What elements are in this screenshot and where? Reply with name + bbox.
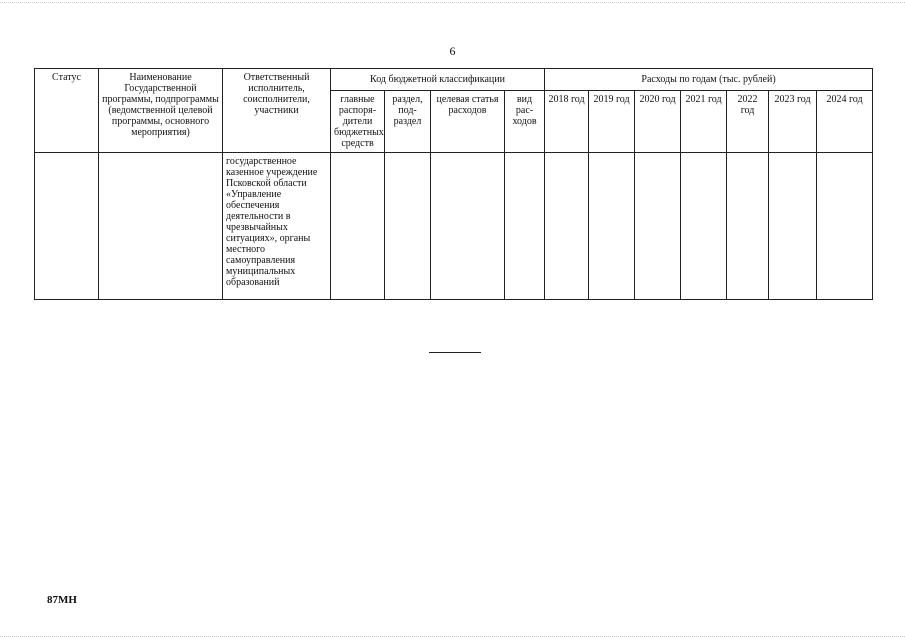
header-section: раздел, под-раздел (385, 91, 431, 153)
cell-year-2023 (769, 153, 817, 300)
footer-document-code: 87МН (47, 594, 77, 606)
cell-program-name (99, 153, 223, 300)
header-target-item: целевая статья расходов (431, 91, 505, 153)
cell-target-item (431, 153, 505, 300)
header-expense-type: вид рас-ходов (505, 91, 545, 153)
header-program-name: Наименование Государственной программы, подпрограммы (ведомственной целевой программы, основного мероприятия) (99, 69, 223, 153)
cell-responsible: государственное казенное учреждение Псковской области «Управление обеспечения деятельности в чрезвычайных ситуациях», органы местного самоуправления муниципальных образований (223, 153, 331, 300)
cell-year-2022 (727, 153, 769, 300)
table-row (35, 153, 873, 300)
cell-expense-type (505, 153, 545, 300)
header-year-2020: 2020 год (635, 91, 681, 153)
scan-edge-top (0, 2, 905, 3)
cell-year-2024 (817, 153, 873, 300)
header-year-2021: 2021 год (681, 91, 727, 153)
cell-year-2019 (589, 153, 635, 300)
header-year-2019: 2019 год (589, 91, 635, 153)
cell-year-2020 (635, 153, 681, 300)
header-year-2018: 2018 год (545, 91, 589, 153)
cell-section (385, 153, 431, 300)
header-year-2024: 2024 год (817, 91, 873, 153)
header-main-managers: главные распоря-дители бюджетных средств (331, 91, 385, 153)
budget-table (34, 68, 873, 300)
header-year-2022: 2022 год (727, 91, 769, 153)
cell-main-managers (331, 153, 385, 300)
header-budget-code-group: Код бюджетной классификации (331, 69, 545, 91)
cell-year-2018 (545, 153, 589, 300)
cell-status (35, 153, 99, 300)
page-number: 6 (449, 44, 456, 58)
header-row-1 (35, 69, 873, 91)
end-rule-divider (429, 352, 481, 353)
header-responsible: Ответственный исполнитель, соисполнители, участники (223, 69, 331, 153)
cell-year-2021 (681, 153, 727, 300)
header-status: Статус (35, 69, 99, 153)
header-year-2023: 2023 год (769, 91, 817, 153)
scan-edge-bottom (0, 636, 905, 637)
header-expenses-group: Расходы по годам (тыс. рублей) (545, 69, 873, 91)
